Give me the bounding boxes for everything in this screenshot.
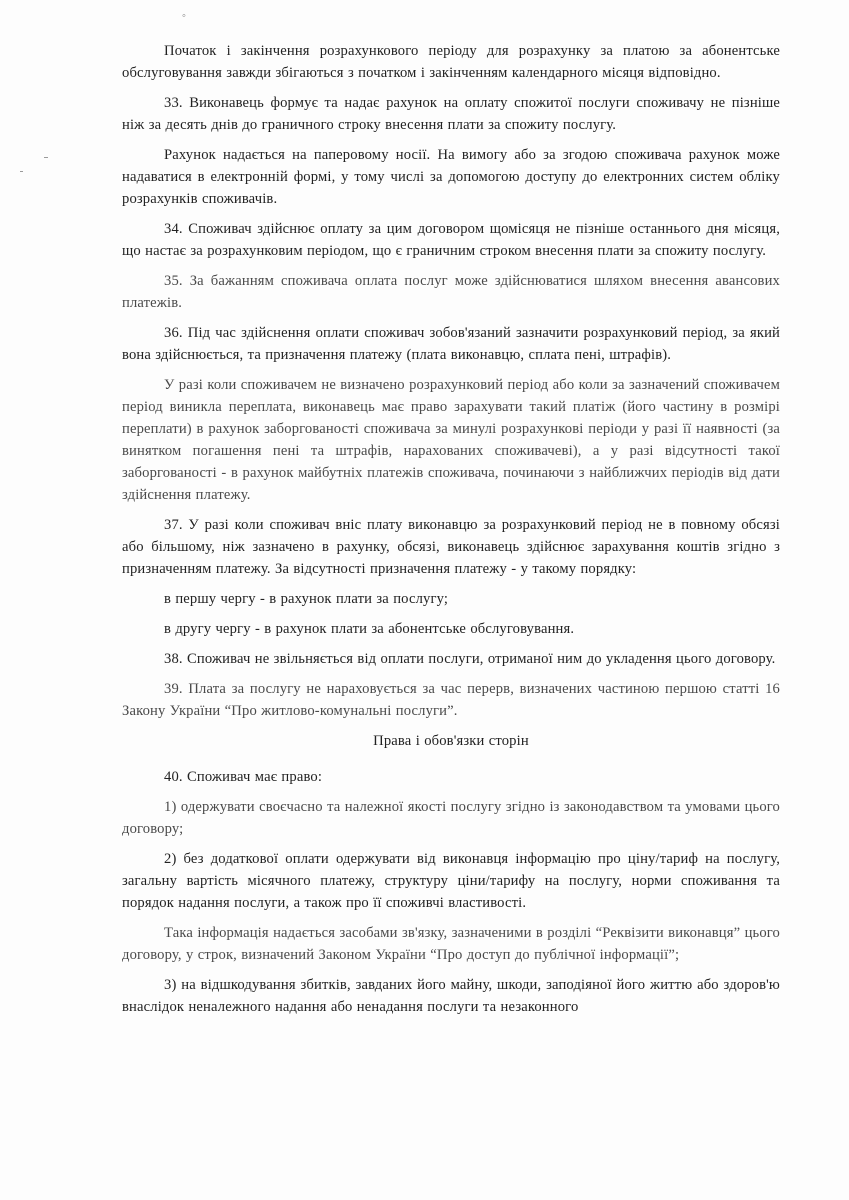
paragraph: 35. За бажанням споживача оплата послуг може здійснюватися шляхом внесення авансових платежів. [122,273,780,311]
margin-mark [20,171,23,172]
paragraph: 36. Під час здійснення оплати споживач зобов'язаний зазначити розрахунковий період, за який вона здійснюється, та призначення платежу (плата виконавцю, сплата пені, штрафів). [122,325,780,363]
paragraph: Така інформація надається засобами зв'язку, зазначеними в розділі “Реквізити виконавця” цього договору, у строк, визначений Законом України “Про доступ до публічної інформації”; [122,925,780,963]
list-item: 2) без додаткової оплати одержувати від виконавця інформацію про ціну/тариф на послугу, загальну вартість місячного платежу, структуру ціни/тарифу на послугу, норми споживання та порядок надання послуги, а також про її споживчі властивості. [122,851,780,911]
paragraph: 34. Споживач здійснює оплату за цим договором щомісяця не пізніше останнього дня місяця, що настає за розрахунковим періодом, що є граничним строком внесення плати за спожиту послугу. [122,221,780,259]
list-item: в першу чергу - в рахунок плати за послугу; [164,591,449,607]
paragraph: 40. Споживач має право: [164,769,323,785]
margin-mark [44,157,48,158]
paragraph: Рахунок надається на паперовому носії. На вимогу або за згодою споживача рахунок може надаватися в електронній формі, у тому числі за допомогою доступу до електронних систем обліку розрахунків споживачів. [122,147,780,207]
list-item: 3) на відшкодування збитків, завданих його майну, шкоди, заподіяної його життю або здоров'ю внаслідок неналежного надання або ненадання послуги та незаконного [122,977,780,1015]
paragraph: Початок і закінчення розрахункового періоду для розрахунку за платою за абонентське обслуговування завжди збігаються з початком і закінченням календарного місяця відповідно. [122,43,780,81]
paragraph: 38. Споживач не звільняється від оплати послуги, отриманої ним до укладення цього договору. [164,651,776,667]
section-heading: Права і обов'язки сторін [373,733,529,749]
paragraph: 37. У разі коли споживач вніс плату виконавцю за розрахунковий період не в повному обсязі або більшому, ніж зазначено в рахунку, обсязі, виконавець здійснює зарахування коштів згідно з призначенням платежу. За відсутності призначення платежу - у такому порядку: [122,517,780,577]
paragraph: У разі коли споживачем не визначено розрахунковий період або коли за зазначений споживачем період виникла переплата, виконавець має право зарахувати такий платіж (його частину в розмірі переплати) в рахунок заборгованості споживача за минулі розрахункові періоди у разі її наявності (за винятком погашення пені та штрафів, нарахованих споживачеві), а у разі відсутності такої заборгованості - в рахунок майбутніх платежів споживача, починаючи з найближчих періодів від дати здійснення платежу. [122,377,780,503]
paragraph: 39. Плата за послугу не нараховується за час перерв, визначених частиною першою статті 16 Закону України “Про житлово-комунальні послуги”. [122,681,780,719]
document-body [122,40,780,1026]
scan-artifact-icon: ◦ [182,10,186,22]
list-item: в другу чергу - в рахунок плати за абонентське обслуговування. [164,621,575,637]
paragraph: 33. Виконавець формує та надає рахунок на оплату спожитої послуги споживачу не пізніше ніж за десять днів до граничного строку внесення плати за спожиту послугу. [122,95,780,133]
list-item: 1) одержувати своєчасно та належної якості послугу згідно із законодавством та умовами цього договору; [122,799,780,837]
